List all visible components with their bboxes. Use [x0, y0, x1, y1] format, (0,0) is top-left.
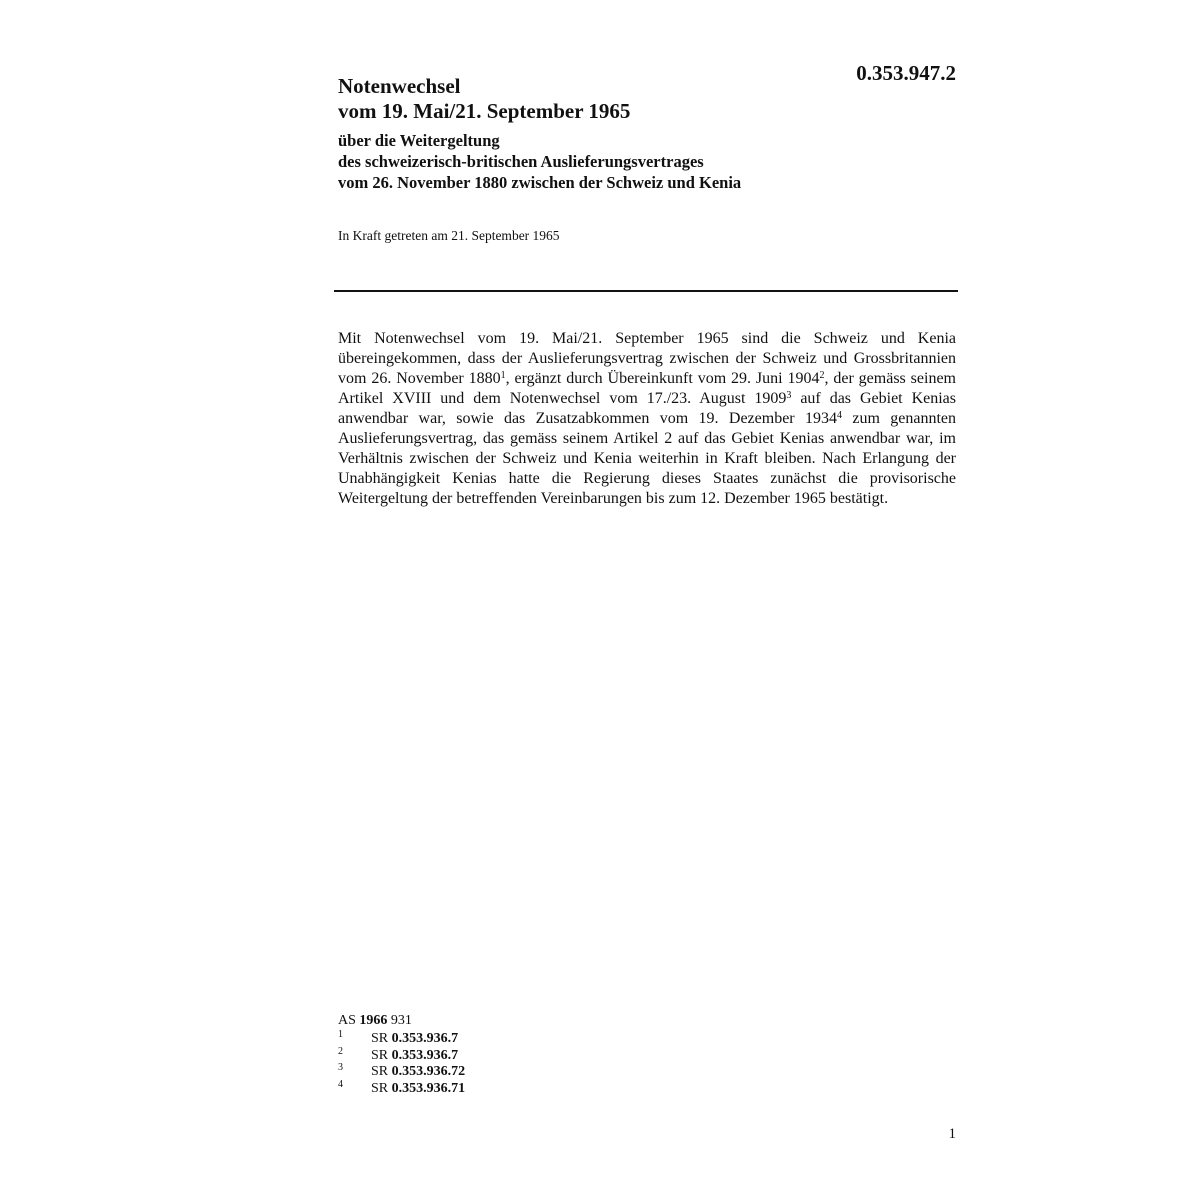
footnote-item — [338, 1031, 738, 1048]
footnote-prefix: SR — [371, 1080, 389, 1096]
footnote-ref-1[interactable]: 1 — [500, 370, 506, 381]
source-year: 1966 — [359, 1013, 388, 1028]
title-line-1: Notenwechsel — [338, 74, 461, 98]
footnote-text — [371, 1031, 458, 1047]
footnote-link[interactable]: 0.353.936.7 — [391, 1047, 459, 1063]
footnote-number: 2 — [338, 1045, 343, 1057]
header-divider — [334, 290, 958, 292]
document-title — [338, 74, 778, 124]
footnote-number: 4 — [338, 1078, 343, 1090]
footnote-ref-2[interactable]: 2 — [819, 370, 825, 381]
footnote-list — [338, 1031, 738, 1097]
footnote-link[interactable]: 0.353.936.71 — [391, 1080, 466, 1096]
footnote-item — [338, 1045, 738, 1065]
footnote-number: 1 — [338, 1029, 343, 1040]
footnote-number: 3 — [338, 1062, 343, 1073]
footnote-ref-4[interactable]: 4 — [836, 410, 842, 421]
subtitle-line-1: über die Weitergeltung — [338, 131, 500, 150]
document-subtitle — [338, 130, 938, 193]
body-text-part-1: Mit Notenwechsel vom 19. Mai/21. September 1965 sind die Schweiz und Kenia übereingekommen, dass der Auslieferungsvertrag zwischen der Schweiz und Grossbritannien vom 26. November 1880 — [338, 330, 956, 387]
page-number: 1 — [948, 1126, 956, 1142]
footnote-item — [338, 1078, 738, 1098]
body-paragraph — [338, 329, 956, 509]
footnote-link[interactable]: 0.353.936.7 — [391, 1031, 459, 1046]
document-number: 0.353.947.2 — [856, 61, 956, 85]
in-force-date: In Kraft getreten am 21. September 1965 — [338, 228, 560, 243]
body-text-part-3: , der gemäss seinem Artikel XVIII und dem Notenwechsel vom 17./23. August 1909 — [338, 370, 956, 407]
subtitle-line-2: des schweizerisch-britischen Auslieferungsvertrages — [338, 152, 704, 171]
footnote-link[interactable]: 0.353.936.72 — [391, 1064, 466, 1079]
footnote-ref-3[interactable]: 3 — [786, 390, 792, 401]
footnote-text — [371, 1081, 465, 1097]
source-page: 931 — [390, 1013, 412, 1028]
footnote-text — [371, 1048, 458, 1064]
footnote-prefix: SR — [371, 1031, 389, 1046]
footnote-prefix: SR — [371, 1064, 389, 1079]
source-prefix: AS — [338, 1013, 356, 1028]
title-line-2: vom 19. Mai/21. September 1965 — [338, 99, 631, 123]
source-reference — [338, 1012, 412, 1030]
subtitle-line-3: vom 26. November 1880 zwischen der Schweiz und Kenia — [338, 173, 742, 192]
body-text-part-5: zum genannten Auslieferungsvertrag, das gemäss seinem Artikel 2 auf das Gebiet Kenias anwendbar war, im Verhältnis zwischen der Schweiz und Kenia weiterhin in Kraft bleiben. Nach Erlangung der Unabhängigkeit Kenias hatte die Regierung dieses Staates zunächst die provisorische Weitergeltung der betreffenden Vereinbarungen bis zum 12. Dezember 1965 bestätigt. — [338, 410, 956, 507]
footnote-prefix: SR — [371, 1047, 389, 1063]
footnote-item — [338, 1064, 738, 1081]
body-text-part-2: , ergänzt durch Übereinkunft vom 29. Juni 1904 — [505, 370, 820, 387]
body-text-part-4: auf das Gebiet Kenias anwendbar war, sowie das Zusatzabkommen vom 19. Dezember 1934 — [338, 390, 957, 427]
footnote-text — [371, 1064, 465, 1080]
